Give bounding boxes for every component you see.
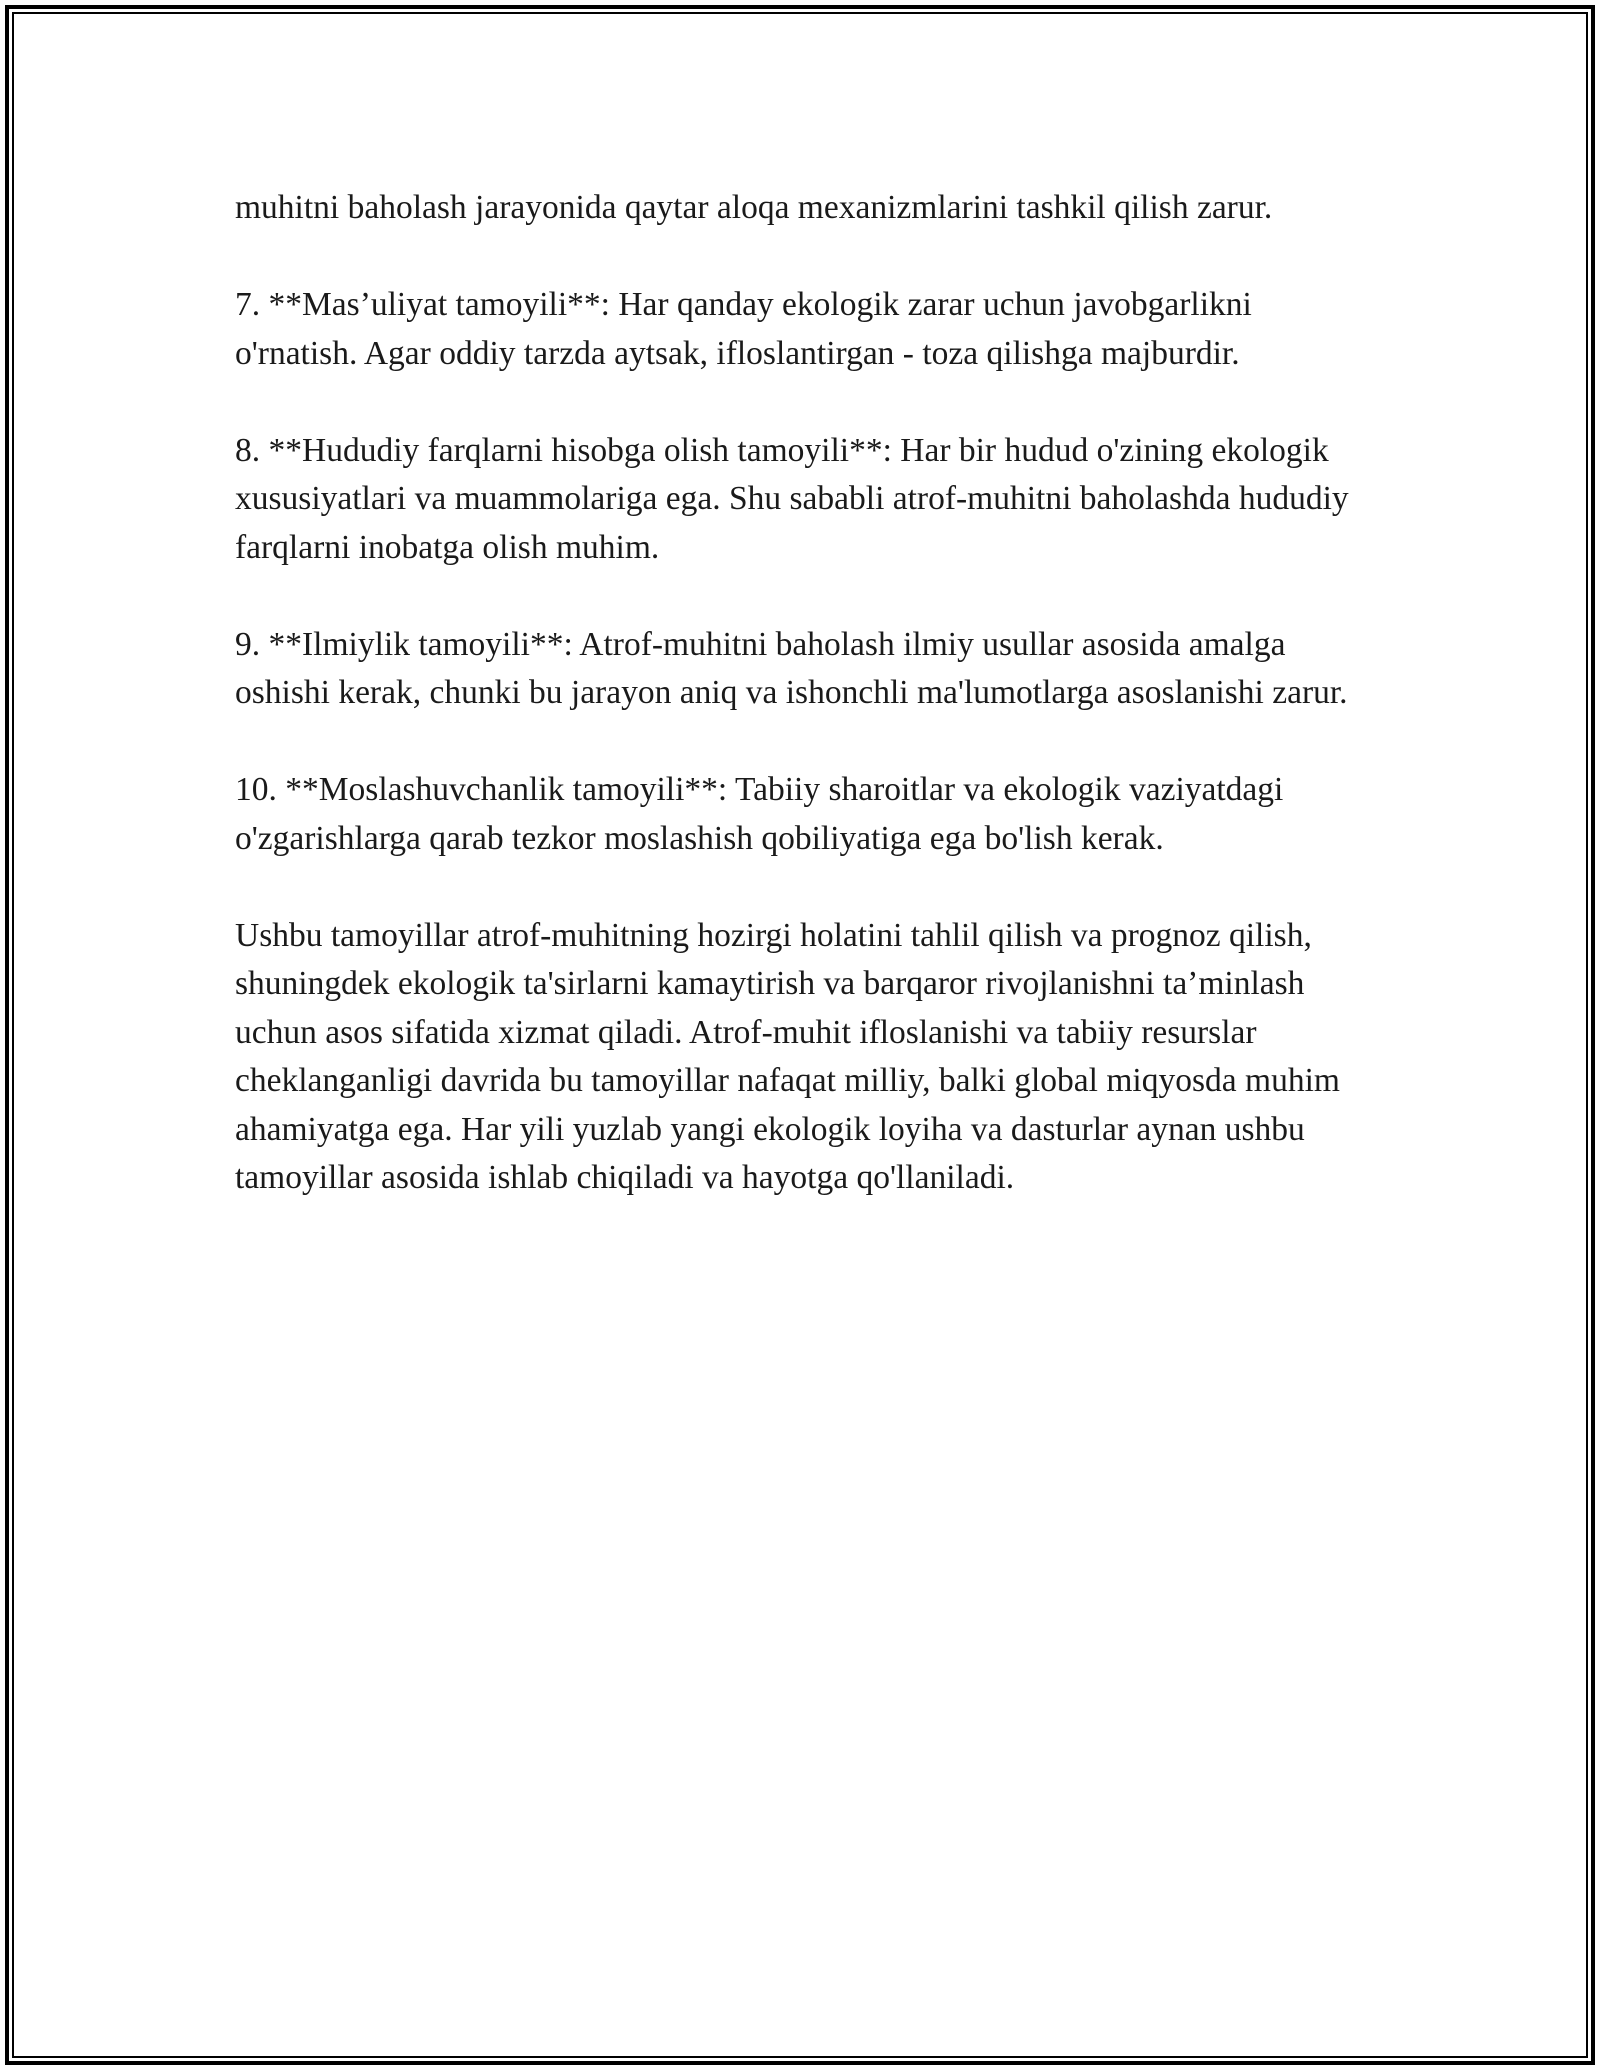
paragraph-item-8: 8. **Hududiy farqlarni hisobga olish tamoyili**: Har bir hudud o'zining ekologik xususiyatlari va muammolariga ega. Shu sababli atrof-muhitni baholashda hududiy farqlarni inobatga olish muhim.: [235, 431, 1349, 566]
paragraph-summary: Ushbu tamoyillar atrof-muhitning hozirgi holatini tahlil qilish va prognoz qilish, shuningdek ekologik ta'sirlarni kamaytirish va barqaror rivojlanishni ta’minlash uchun asos sifatida xizmat qiladi. Atrof-muhit ifloslanishi va tabiiy resurslar cheklanganligi davrida bu tamoyillar nafaqat milliy, balki global miqyosda muhim ahamiyatga ega. Har yili yuzlab yangi ekologik loyiha va dasturlar aynan ushbu tamoyillar asosida ishlab chiqiladi va hayotga qo'llaniladi.: [235, 916, 1340, 1196]
paragraph-item-9: 9. **Ilmiylik tamoyili**: Atrof-muhitni baholash ilmiy usullar asosida amalga oshishi kerak, chunki bu jarayon aniq va ishonchli ma'lumotlarga asoslanishi zarur.: [235, 625, 1348, 711]
paragraph-continuation: muhitni baholash jarayonida qaytar aloqa mexanizmlarini tashkil qilish zarur.: [235, 189, 1273, 226]
document-body: [235, 184, 1375, 1251]
paragraph-item-7: 7. **Mas’uliyat tamoyili**: Har qanday ekologik zarar uchun javobgarlikni o'rnatish. Agar oddiy tarzda aytsak, ifloslantirgan - toza qilishga majburdir.: [235, 286, 1252, 372]
paragraph-item-10: 10. **Moslashuvchanlik tamoyili**: Tabiiy sharoitlar va ekologik vaziyatdagi o'zgarishlarga qarab tezkor moslashish qobiliyatiga ega bo'lish kerak.: [235, 771, 1284, 857]
